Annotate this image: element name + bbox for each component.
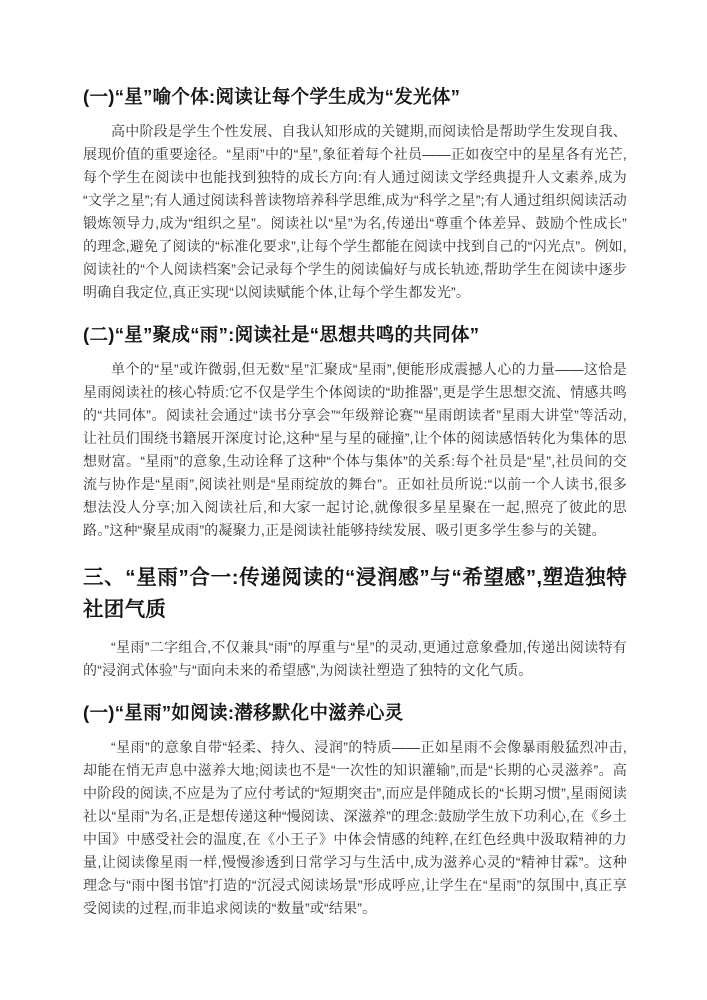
paragraph-star-to-rain: 单个的“星”或许微弱,但无数“星”汇聚成“星雨”,便能形成震撼人心的力量——这恰是星雨阅读社的核心特质:它不仅是学生个体阅读的“助推器”,更是学生思想交流、情感共鸣的“共同体”。阅读社会通过“读书分享会”“年级辩论赛”“星雨朗读者”星雨大讲堂”等活动,让社员们围绕书籍展开深度讨论,这种“星与星的碰撞”,让个体的阅读感悟转化为集体的思想财富。“星雨”的意象,生动诠释了这种“个体与集体”的关系:每个社员是“星”,社员间的交流与协作是“星雨”,阅读社则是“星雨绽放的舞台”。正如社员所说:“以前一个人读书,很多想法没人分享;加入阅读社后,和大家一起讨论,就像很多星星聚在一起,照亮了彼此的思路。”这种“聚星成雨”的凝聚力,正是阅读社能够持续发展、吸引更多学生参与的关键。	[83, 361, 627, 538]
paragraph-unity: “星雨”二字组合,不仅兼具“雨”的厚重与“星”的灵动,更通过意象叠加,传递出阅读特有的“浸润式体验”与“面向未来的希望感”,为阅读社塑造了独特的文化气质。	[83, 639, 627, 678]
heading-star-individual: (一)“星”喻个体:阅读让每个学生成为“发光体”	[83, 86, 461, 107]
section-unity	[83, 562, 627, 682]
section-star-individual	[83, 84, 627, 304]
paragraph-rain-like-reading: “星雨”的意象自带“轻柔、持久、浸润”的特质——正如星雨不会像暴雨般猛烈冲击,却能在悄无声息中滋养大地;阅读也不是“一次性的知识灌输”,而是“长期的心灵滋养”。高中阶段的阅读,不应是为了应付考试的“短期突击”,而应是伴随成长的“长期习惯”,星雨阅读社以“星雨”为名,正是想传递这种“慢阅读、深滋养”的理念:鼓励学生放下功利心,在《乡土中国》中感受社会的温度,在《小王子》中体会情感的纯粹,在红色经典中汲取精神的力量,让阅读像星雨一样,慢慢渗透到日常学习与生活中,成为滋养心灵的“精神甘霖”。这种理念与“雨中图书馆”打造的“沉浸式阅读场景”形成呼应,让学生在“星雨”的氛围中,真正享受阅读的过程,而非追求阅读的“数量”或“结果”。	[83, 739, 627, 916]
heading-rain-like-reading: (一)“星雨”如阅读:潜移默化中滋养心灵	[83, 702, 404, 723]
heading-unity: 三、“星雨”合一:传递阅读的“浸润感”与“希望感”,塑造独特社团气质	[83, 566, 627, 621]
section-rain-like-reading	[83, 700, 627, 920]
paragraph-star-individual: 高中阶段是学生个性发展、自我认知形成的关键期,而阅读恰是帮助学生发现自我、展现价值的重要途径。“星雨”中的“星”,象征着每个社员——正如夜空中的星星各有光芒,每个学生在阅读中也能找到独特的成长方向:有人通过阅读文学经典提升人文素养,成为“文学之星”;有人通过阅读科普读物培养科学思维,成为“科学之星”;有人通过组织阅读活动锻炼领导力,成为“组织之星”。阅读社以“星”为名,传递出“尊重个体差异、鼓励个性成长”的理念,避免了阅读的“标准化要求”,让每个学生都能在阅读中找到自己的“闪光点”。例如,阅读社的“个人阅读档案”会记录每个学生的阅读偏好与成长轨迹,帮助学生在阅读中逐步明确自我定位,真正实现“以阅读赋能个体,让每个学生都发光”。	[83, 123, 627, 300]
heading-star-to-rain: (二)“星”聚成“雨”:阅读社是“思想共鸣的共同体”	[83, 324, 480, 345]
section-star-to-rain	[83, 322, 627, 542]
